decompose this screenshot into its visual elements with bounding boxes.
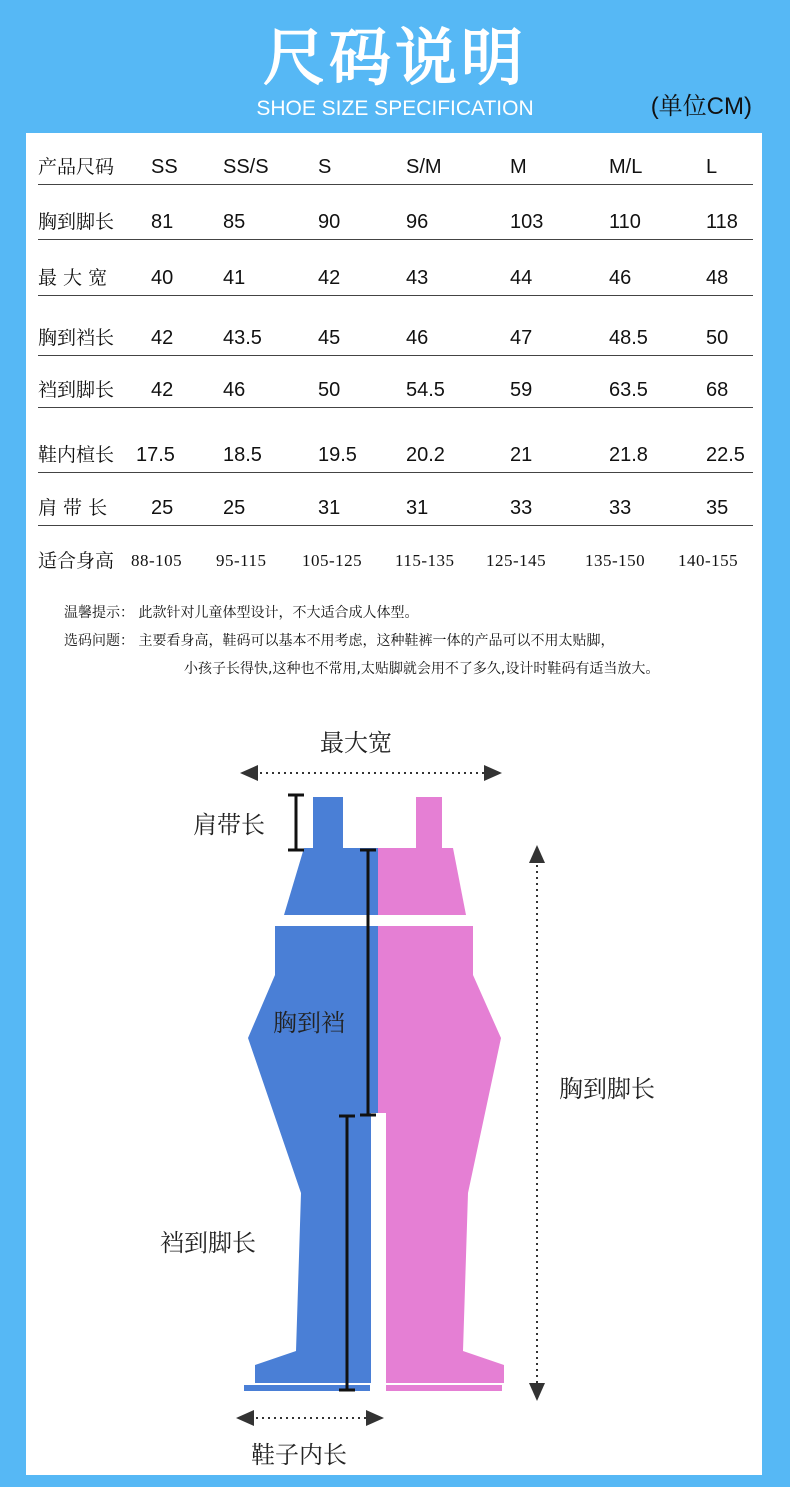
cell-value: L: [706, 156, 718, 178]
cell-value: 18.5: [223, 444, 262, 466]
table-header-row: [38, 145, 753, 185]
notes: [64, 599, 754, 683]
cell-value: 68: [706, 379, 729, 401]
row-label: 最 大 宽: [38, 267, 108, 289]
cell-value: 118: [706, 211, 738, 233]
row-label: 适合身高: [38, 550, 115, 572]
crotch-foot-label: 裆到脚长: [160, 1229, 256, 1257]
table-row: [38, 314, 753, 356]
page-title: 尺码说明: [262, 21, 527, 94]
cell-value: 25: [151, 497, 174, 519]
row-divider: [38, 407, 753, 408]
cell-value: 85: [223, 211, 246, 233]
header: [0, 0, 790, 132]
row-divider: [38, 525, 753, 526]
unit-label: (单位CM): [650, 93, 752, 120]
cell-value: 45: [318, 327, 341, 349]
table-row: [38, 198, 753, 240]
cell-value: S: [318, 156, 332, 178]
cell-value: 21.8: [609, 444, 648, 466]
max-width-label: 最大宽: [320, 729, 392, 757]
cell-value: 43: [406, 267, 429, 289]
cell-value: 110: [609, 211, 641, 233]
cell-value: 35: [706, 497, 729, 519]
row-label: 胸到脚长: [38, 211, 115, 233]
row-divider: [38, 184, 753, 185]
cell-value: 21: [510, 444, 533, 466]
cell-value: 105-125: [302, 551, 363, 570]
cell-value: 96: [406, 211, 429, 233]
row-label: 胸到裆长: [38, 327, 115, 349]
strap-label: 肩带长: [193, 811, 265, 839]
cell-value: 22.5: [706, 444, 745, 466]
overalls-right-half: [378, 797, 504, 1391]
row-divider: [38, 295, 753, 296]
cell-value: 47: [510, 327, 533, 349]
page-subtitle: SHOE SIZE SPECIFICATION: [256, 97, 534, 120]
row-divider: [38, 472, 753, 473]
cell-value: 31: [318, 497, 341, 519]
chest-crotch-label: 胸到裆: [273, 1009, 345, 1037]
cell-value: 135-150: [585, 551, 646, 570]
select-note: 选码问题： 主要看身高，鞋码可以基本不用考虑，这种鞋裤一体的产品可以不用太贴脚，: [64, 633, 615, 649]
chest-foot-label: 胸到脚长: [559, 1075, 655, 1103]
cell-value: 42: [318, 267, 341, 289]
row-divider: [38, 239, 753, 240]
cell-value: 103: [510, 211, 544, 233]
cell-value: 115-135: [395, 551, 455, 570]
cell-value: 40: [151, 267, 174, 289]
cell-value: M: [510, 156, 527, 178]
cell-value: 125-145: [486, 551, 547, 570]
cell-value: 19.5: [318, 444, 357, 466]
table-row: [38, 366, 753, 408]
cell-value: 59: [510, 379, 533, 401]
cell-value: 33: [510, 497, 533, 519]
strap-bracket: [288, 795, 304, 850]
cell-value: 46: [609, 267, 632, 289]
cell-value: S/M: [406, 156, 442, 178]
cell-value: 31: [406, 497, 429, 519]
row-label: 产品尺码: [38, 156, 115, 178]
cell-value: 50: [318, 379, 341, 401]
cell-value: 95-115: [216, 551, 267, 570]
row-label: 裆到脚长: [38, 379, 115, 401]
measurement-diagram: [26, 693, 762, 1473]
content-panel: [26, 133, 762, 1475]
cell-value: 44: [510, 267, 533, 289]
table-row: [38, 423, 753, 473]
cell-value: 63.5: [609, 379, 648, 401]
cell-value: 25: [223, 497, 246, 519]
table-row: [38, 543, 753, 579]
cell-value: 48.5: [609, 327, 648, 349]
cell-value: 54.5: [406, 379, 445, 401]
tip-note: 温馨提示： 此款针对儿童体型设计，不大适合成人体型。: [64, 605, 419, 621]
cell-value: 46: [406, 327, 429, 349]
shoe-length-label: 鞋子内长: [251, 1441, 347, 1469]
cell-value: 90: [318, 211, 341, 233]
cell-value: 42: [151, 379, 174, 401]
cell-value: SS/S: [223, 156, 269, 178]
cell-value: 41: [223, 267, 246, 289]
cell-value: SS: [151, 156, 178, 178]
cell-value: 46: [223, 379, 246, 401]
cell-value: 20.2: [406, 444, 445, 466]
cell-value: 50: [706, 327, 729, 349]
cell-value: 17.5: [136, 444, 175, 466]
row-label: 鞋内楦长: [38, 444, 115, 466]
select-note-cont: 小孩子长得快,这种也不常用,太贴脚就会用不了多久,设计时鞋码有适当放大。: [184, 661, 660, 677]
cell-value: 33: [609, 497, 632, 519]
cell-value: 88-105: [131, 551, 183, 570]
table-row: [38, 486, 753, 526]
row-label: 肩 带 长: [38, 497, 108, 519]
table-row: [38, 254, 753, 296]
cell-value: 42: [151, 327, 174, 349]
cell-value: M/L: [609, 156, 643, 178]
cell-value: 81: [151, 211, 174, 233]
overalls-left-half: [244, 797, 378, 1391]
cell-value: 48: [706, 267, 729, 289]
cell-value: 43.5: [223, 327, 262, 349]
row-divider: [38, 355, 753, 356]
cell-value: 140-155: [678, 551, 739, 570]
